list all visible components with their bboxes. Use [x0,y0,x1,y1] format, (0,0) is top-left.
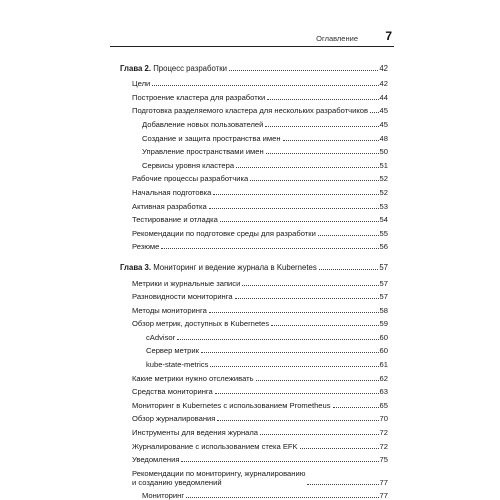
toc-entry[interactable] [120,211,388,225]
leader-dots [235,297,379,299]
toc-page-number: 57 [379,262,388,272]
toc-page-number: 48 [379,133,388,143]
toc-entry-label: Сервер метрик [146,346,199,356]
leader-dots [267,98,378,100]
toc-entry-label: Инструменты для ведения журнала [132,428,259,438]
header-rule [110,46,394,47]
leader-dots [265,125,378,127]
toc-page-number: 58 [379,305,388,315]
leader-dots [152,84,378,86]
toc-entry-label: Построение кластера для разработки [132,92,266,102]
leader-dots [201,351,379,353]
leader-dots [300,447,379,449]
toc-entry[interactable] [120,355,388,369]
leader-dots [209,207,379,209]
toc-entry[interactable] [120,464,388,487]
toc-page-number: 75 [379,455,388,465]
toc-page-number: 72 [379,441,388,451]
header-title: Оглавление [316,34,358,43]
toc-page-number: 60 [379,346,388,356]
leader-dots [161,247,378,249]
toc-entry-label: Журналирование с использованием стека EFK [132,441,298,451]
leader-dots [283,139,379,141]
leader-dots [256,379,379,381]
leader-dots [236,166,378,168]
leader-dots [177,338,378,340]
toc-entry-label: kube-state-metrics [146,360,209,370]
toc-entry[interactable] [120,487,388,500]
toc-page-number: 57 [379,278,388,288]
toc-entry-label: Цели [132,79,151,89]
toc-entry[interactable] [120,183,388,197]
toc-entry[interactable] [120,75,388,89]
toc-entry-label: Начальная подготовка [132,187,212,197]
toc-page-number: 53 [379,201,388,211]
toc-entry[interactable] [120,423,388,437]
toc-page-number: 61 [379,360,388,370]
leader-dots [181,460,378,462]
chapter-title: Процесс разработки [153,63,227,73]
toc-entry-label: Средства мониторинга [132,387,213,397]
toc-entry-label: Добавление новых пользователей [142,119,264,129]
leader-dots [266,152,379,154]
toc-entry[interactable] [120,115,388,129]
leader-dots [242,284,378,286]
toc-page-number: 45 [379,119,388,129]
page-header [110,29,394,45]
toc-entry[interactable] [120,328,388,342]
toc-entry[interactable] [120,238,388,252]
leader-dots [250,179,378,181]
toc-entry-label: Мониторинг в Kubernetes с использованием Prometheus [132,400,331,410]
toc-page-number: 44 [379,92,388,102]
toc-page-number: 62 [379,373,388,383]
toc-page-number: 45 [379,106,388,116]
toc-entry[interactable] [120,410,388,424]
toc-chapter[interactable] [120,59,388,73]
leader-dots [229,69,378,71]
toc-entry-label [132,469,305,487]
toc-entry[interactable] [120,369,388,383]
leader-dots [213,193,378,195]
toc-entry-label: Резюме [132,242,160,252]
toc-entry[interactable] [120,274,388,288]
leader-dots [260,433,379,435]
toc-entry-label: Мониторинг [142,491,185,500]
toc-entry[interactable] [120,288,388,302]
chapter-title: Мониторинг и ведение журнала в Kubernetes [153,262,317,272]
leader-dots [220,220,379,222]
toc-page-number: 52 [379,187,388,197]
leader-dots [215,392,379,394]
toc-chapter-label [120,263,317,272]
toc-page-number: 54 [379,215,388,225]
toc-entry[interactable] [120,451,388,465]
toc-entry-label: Уведомления [132,455,180,465]
toc-page-number: 77 [379,477,388,487]
leader-dots [186,496,378,498]
toc-entry[interactable] [120,301,388,315]
toc-entry-label: Разновидности мониторинга [132,292,233,302]
toc-entry-label-line: Рекомендации по мониторингу, журналированию [132,468,306,478]
toc-page-number: 55 [379,228,388,238]
toc-entry-label-line: и созданию уведомлений [132,477,222,487]
toc-page-number: 52 [379,174,388,184]
leader-dots [271,324,378,326]
toc-entry[interactable] [120,224,388,238]
toc-entry[interactable] [120,88,388,102]
toc-entry[interactable] [120,396,388,410]
toc-page-number: 77 [379,491,388,500]
toc-entry[interactable] [120,342,388,356]
toc-page-number: 42 [379,63,388,73]
toc-entry[interactable] [120,143,388,157]
toc-page-number: 60 [379,332,388,342]
toc-entry-label: Рабочие процессы разработчика [132,174,249,184]
toc-page-number: 63 [379,387,388,397]
toc-page-number: 50 [379,147,388,157]
toc-chapter[interactable] [120,258,388,272]
toc-entry-label: Методы мониторинга [132,305,207,315]
toc-page-number: 57 [379,292,388,302]
toc-entry[interactable] [120,383,388,397]
leader-dots [209,311,379,313]
toc-entry[interactable] [120,170,388,184]
toc-chapter-label [120,64,227,73]
toc-page-number: 51 [379,160,388,170]
toc-entry[interactable] [120,129,388,143]
toc-entry-label: Метрики и журнальные записи [132,278,241,288]
toc-page-number: 42 [379,79,388,89]
toc-entry[interactable] [120,197,388,211]
toc-entry-label: Обзор метрик, доступных в Kubernetes [132,319,270,329]
toc-entry-label: Какие метрики нужно отслеживать [132,373,254,383]
toc-entry-label: Рекомендации по подготовке среды для разработки [132,228,316,238]
toc-entry-label: cAdvisor [146,332,176,342]
leader-dots [318,234,379,236]
toc-entry[interactable] [120,156,388,170]
leader-dots [307,483,378,485]
toc-page-number: 72 [379,428,388,438]
toc-entry[interactable] [120,437,388,451]
leader-dots [370,111,379,113]
leader-dots [217,419,378,421]
toc-entry-label: Тестирование и отладка [132,215,218,225]
toc-entry-label: Подготовка разделяемого кластера для нескольких разработчиков [132,106,368,116]
leader-dots [333,406,379,408]
toc-page-number: 65 [379,400,388,410]
leader-dots [319,268,379,270]
toc-entry-label: Сервисы уровня кластера [142,160,235,170]
page-number: 7 [385,29,392,43]
toc-page-number: 59 [379,319,388,329]
chapter-number: Глава 2. [120,63,152,73]
toc-entry-label: Обзор журналирования [132,414,216,424]
toc-entry-label: Управление пространствами имен [142,147,264,157]
toc-page-number: 56 [379,242,388,252]
toc-entry[interactable] [120,315,388,329]
chapter-number: Глава 3. [120,262,152,272]
leader-dots [210,365,378,367]
toc-entry-label: Активная разработка [132,201,207,211]
toc-page-number: 70 [379,414,388,424]
toc-entry-label: Создание и защита пространства имен [142,133,281,143]
toc-entry[interactable] [120,102,388,116]
table-of-contents [120,59,388,500]
